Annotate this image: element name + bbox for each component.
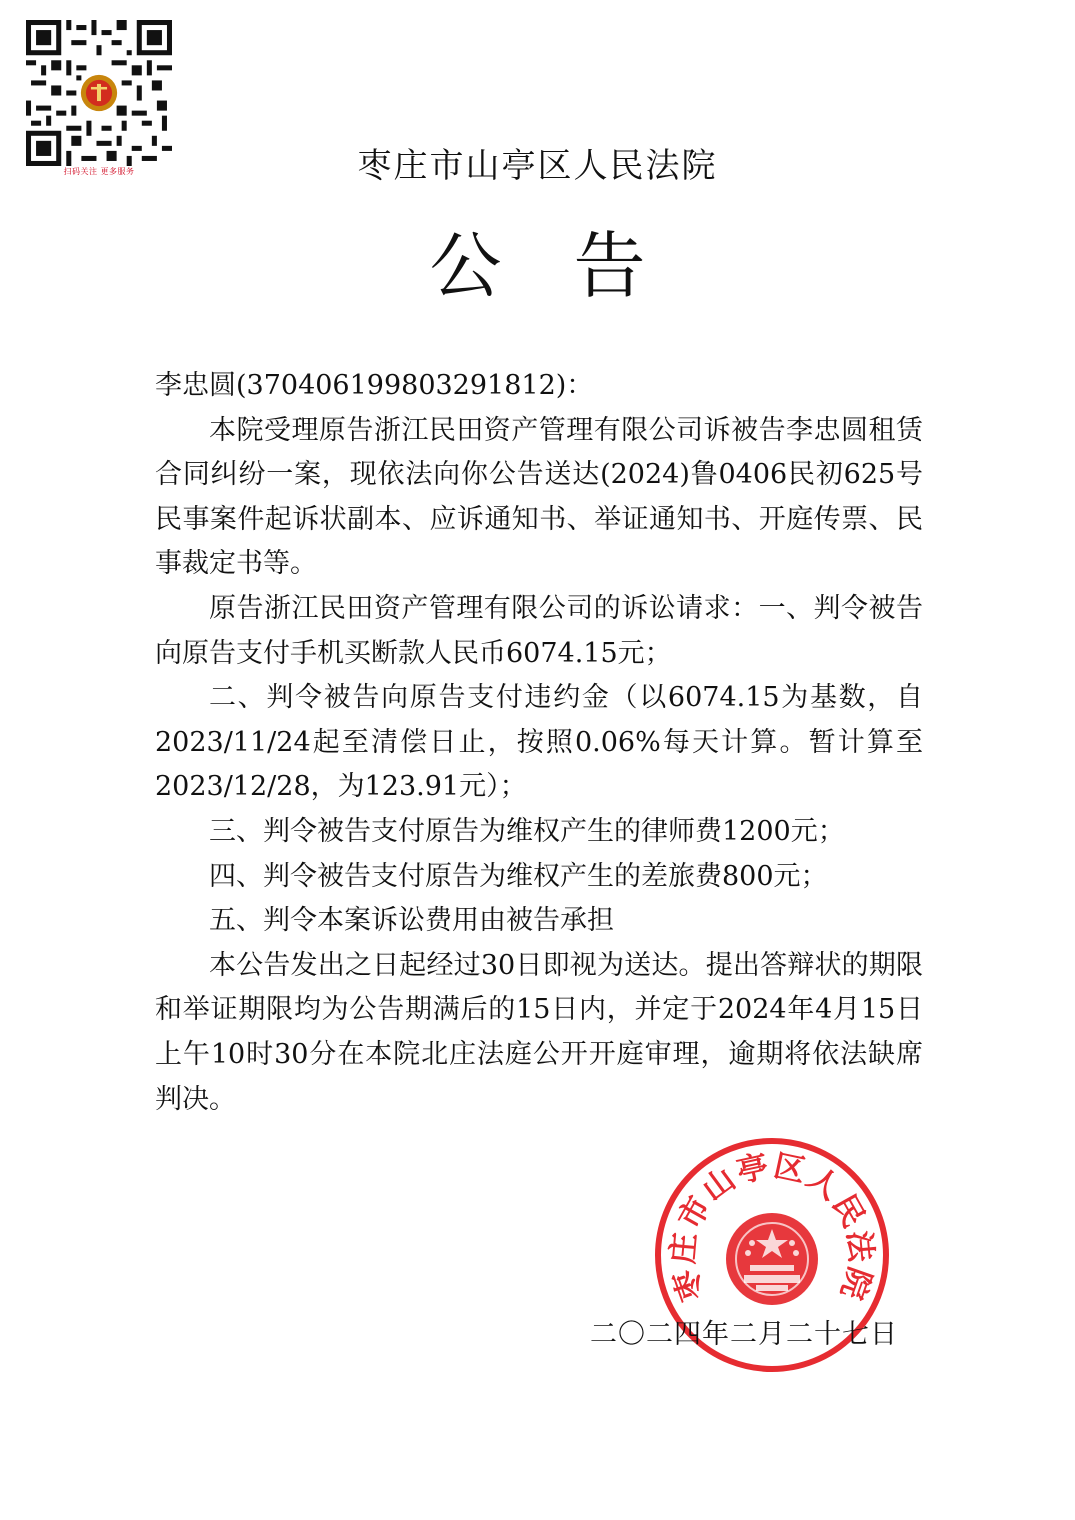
paragraph-deadline: 本公告发出之日起经过30日即视为送达。提出答辩状的期限和举证期限均为公告期满后的15日内，并定于2024年4月15日上午10时30分在本院北庄法庭公开开庭审理，逾期将依法缺席判决。 (155, 949, 923, 1115)
court-name: 枣庄市山亭区人民法院 (357, 146, 718, 186)
paragraph-claim-5: 五、判令本案诉讼费用由被告承担 (209, 905, 614, 937)
addressee: 李忠圆(370406199803291812)： (155, 370, 594, 401)
notice-date: 二〇二四年二月二十七日 (590, 1319, 898, 1350)
paragraph-claim-2: 二、判令被告向原告支付违约金（以6074.15为基数，自2023/11/24起至清偿日止，按照0.06%每天计算。暂计算至2023/12/28，为123.91元）； (155, 682, 923, 803)
document-title: 公告 (429, 224, 718, 308)
qr-caption: 扫码关注 更多服务 (63, 167, 135, 176)
paragraph-claim-4: 四、判令被告支付原告为维权产生的差旅费800元； (209, 860, 828, 892)
notice-body (155, 364, 923, 1122)
paragraph-claim-1: 原告浙江民田资产管理有限公司的诉讼请求：一、判令被告向原告支付手机买断款人民币6074.15元； (155, 592, 923, 669)
svg-text:枣庄市山亭区人民法院: 枣庄市山亭区人民法院 (664, 1147, 880, 1306)
paragraph-claim-3: 三、判令被告支付原告为维权产生的律师费1200元； (209, 815, 845, 847)
paragraph-service: 本院受理原告浙江民田资产管理有限公司诉被告李忠圆租赁合同纠纷一案，现依法向你公告送达(2024)鲁0406民初625号民事案件起诉状副本、应诉通知书、举证通知书、开庭传票、民事裁定书等。 (155, 414, 923, 580)
